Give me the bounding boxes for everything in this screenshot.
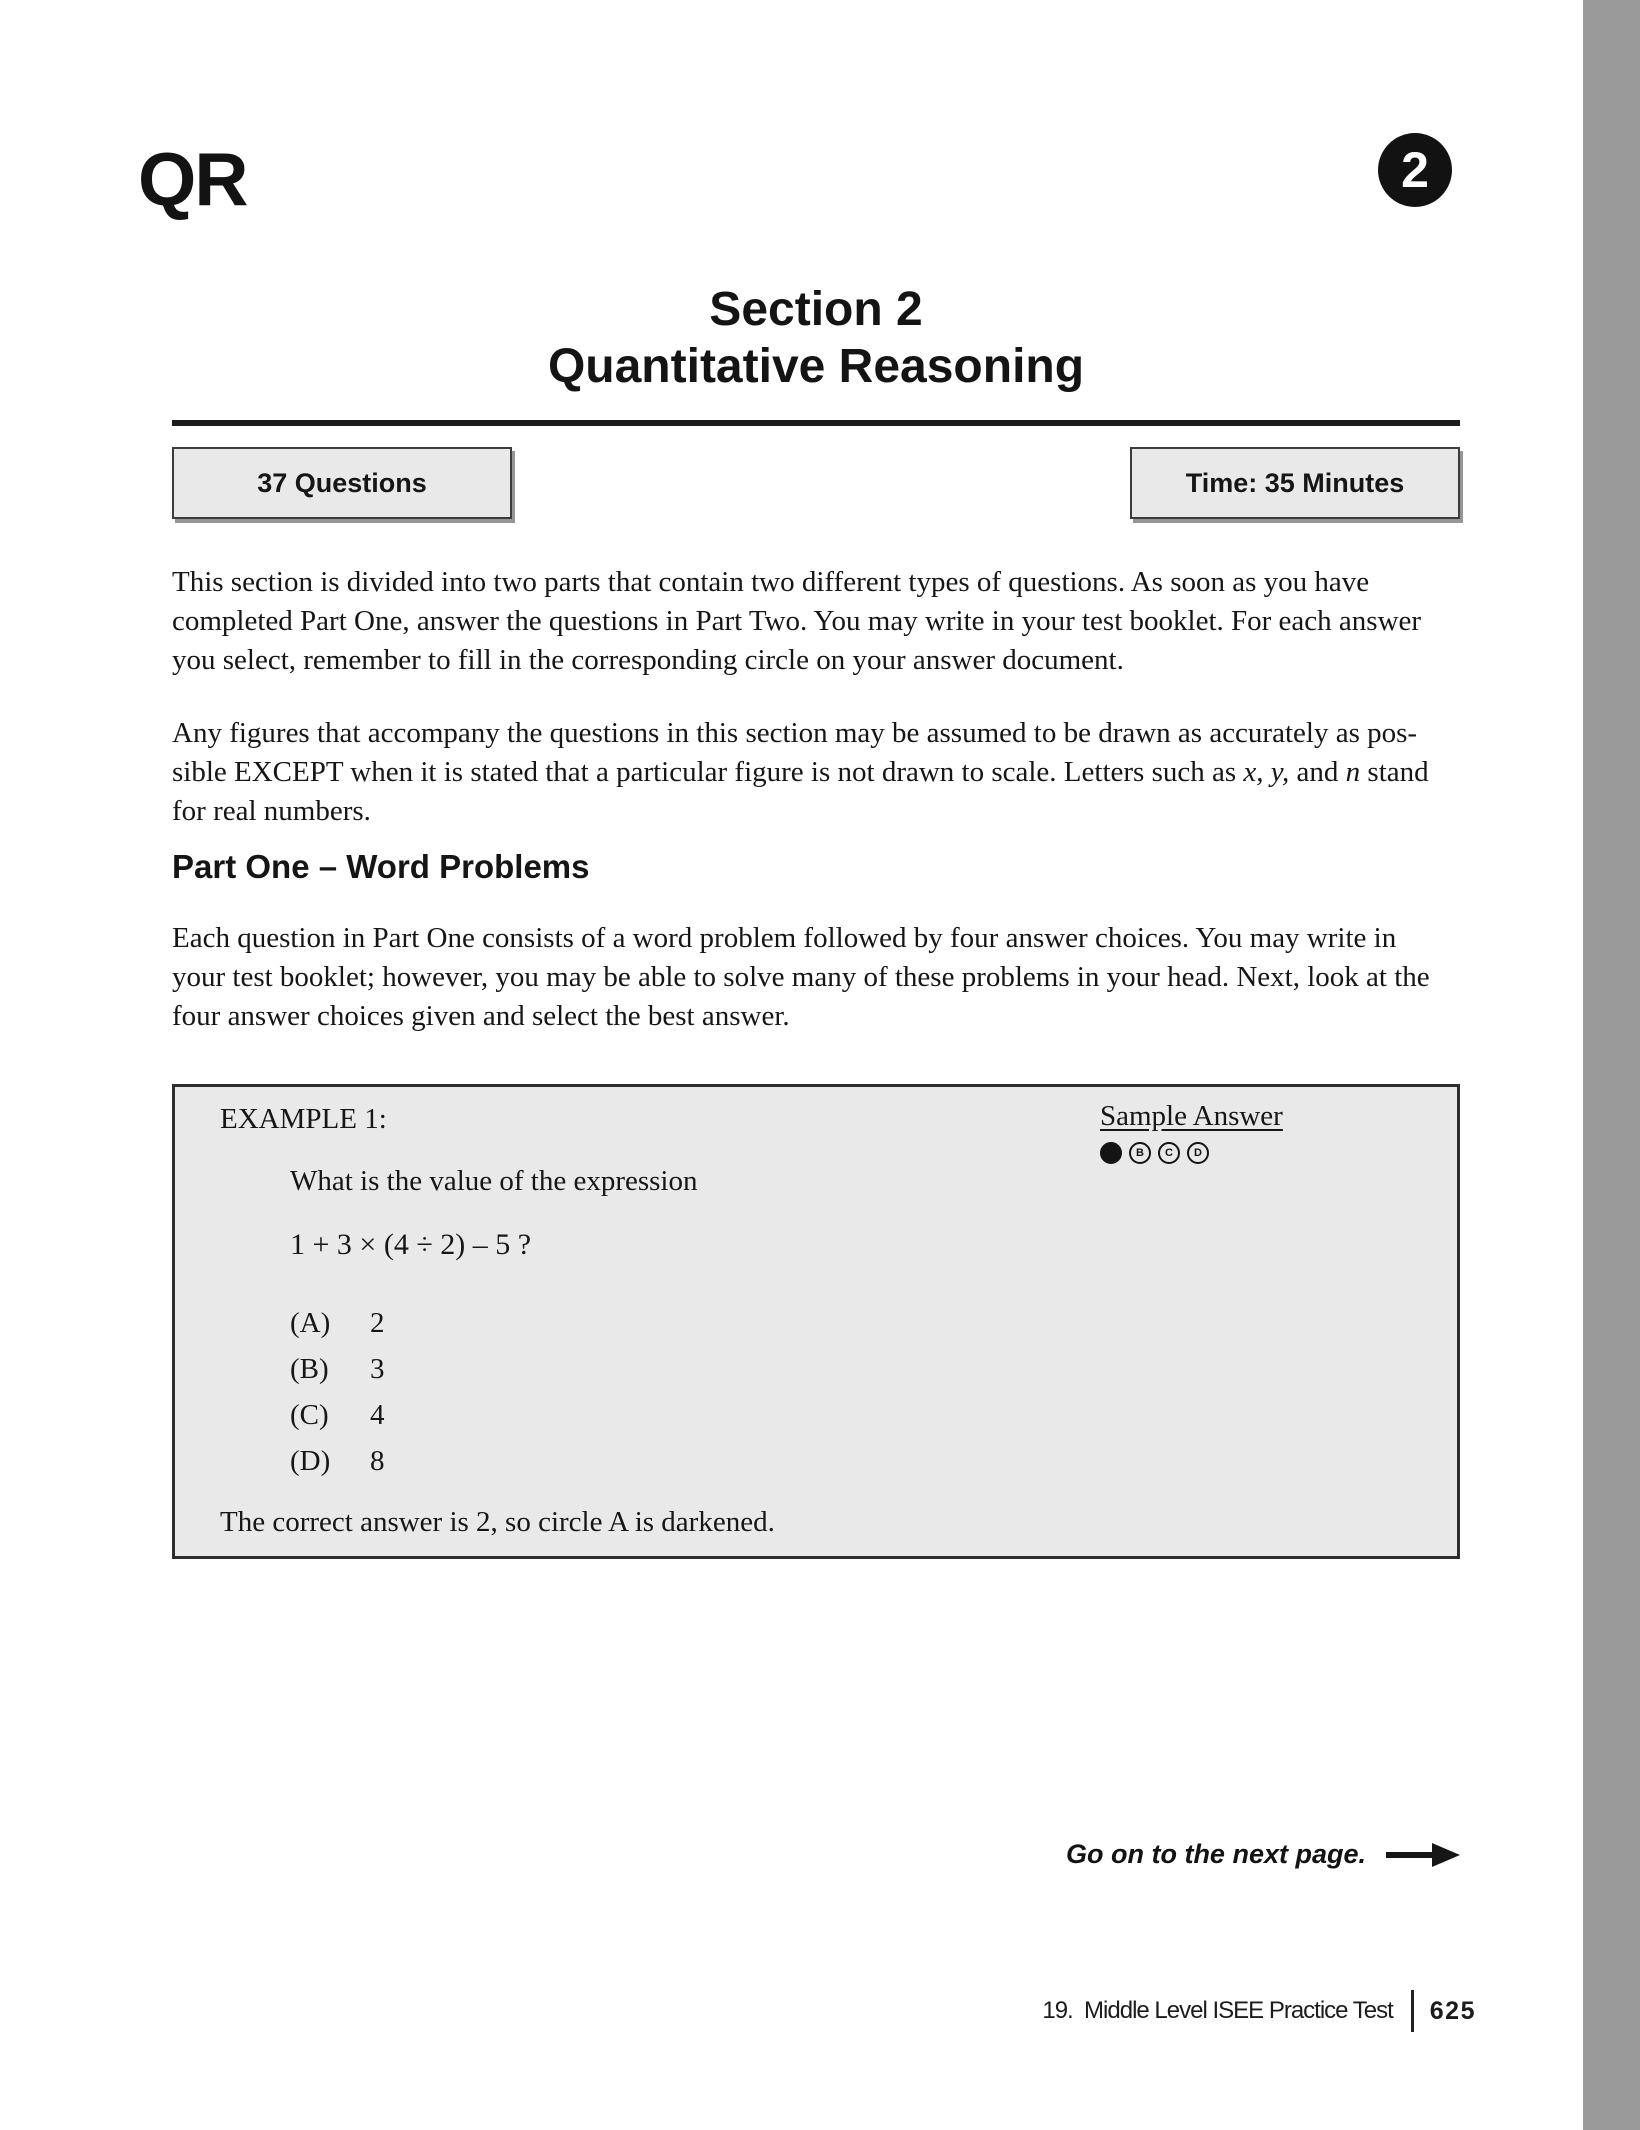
choice-a-value: 2 — [370, 1307, 385, 1339]
choice-c — [290, 1392, 1427, 1438]
example-question: What is the value of the expression — [290, 1165, 698, 1197]
choice-c-value: 4 — [370, 1399, 385, 1431]
sample-answer-block — [1100, 1099, 1283, 1164]
choice-c-letter: (C) — [290, 1399, 329, 1431]
part-one-heading: Part One – Word Problems — [172, 848, 590, 885]
choice-a — [290, 1300, 1427, 1346]
p3-line1: Each question in Part One consists of a word problem followed by four answer choices. You may write in — [172, 922, 1397, 954]
go-on-row — [172, 1839, 1460, 1870]
title-divider-rule — [172, 420, 1460, 426]
section-title — [172, 281, 1460, 395]
p1-line1: This section is divided into two parts that contain two different types of questions. As soon as you have — [172, 566, 1370, 598]
example-box — [172, 1084, 1460, 1559]
p2-line1: Any figures that accompany the questions in this section may be assumed to be drawn as accurately as pos- — [172, 717, 1418, 749]
choice-b — [290, 1346, 1427, 1392]
p2-line3: for real numbers. — [172, 795, 371, 827]
next-page-arrow-icon — [1386, 1843, 1460, 1867]
time-limit-box — [1130, 447, 1460, 519]
answer-choices — [290, 1300, 1427, 1484]
p2-line2-italic1: x, y, — [1243, 756, 1290, 788]
section-title-line2: Quantitative Reasoning — [547, 340, 1085, 393]
p2-line2 — [172, 753, 1460, 792]
instructions-paragraph-1 — [172, 563, 1460, 680]
part-one-paragraph — [172, 919, 1460, 1036]
answer-bubble-d-icon: D — [1187, 1142, 1209, 1164]
example-expression: 1 + 3 × (4 ÷ 2) – 5 ? — [290, 1228, 532, 1261]
choice-a-letter: (A) — [290, 1307, 331, 1339]
answer-bubble-a-filled-icon — [1100, 1142, 1122, 1164]
p1-line3: you select, remember to fill in the corresponding circle on your answer document. — [172, 644, 1124, 676]
section-number-badge-text: 2 — [1401, 142, 1429, 198]
sample-answer-label: Sample Answer — [1100, 1100, 1283, 1132]
choice-b-letter: (B) — [290, 1353, 329, 1385]
footer-page-number: 625 — [1429, 1996, 1476, 2025]
p2-line2-seg1: sible EXCEPT when it is stated that a particular figure is not drawn to scale. Letters such as — [172, 756, 1244, 788]
page-footer — [172, 1990, 1476, 2032]
example-label: EXAMPLE 1: — [220, 1103, 387, 1135]
choice-b-value: 3 — [370, 1353, 385, 1385]
page-content — [172, 0, 1476, 2032]
question-count-label: 37 Questions — [257, 467, 427, 498]
instructions-paragraph-2 — [172, 714, 1460, 831]
answer-bubble-c-icon: C — [1158, 1142, 1180, 1164]
p2-line2-italic2: n — [1345, 756, 1361, 788]
p3-line2: your test booklet; however, you may be able to solve many of these problems in your head. Next, look at the — [172, 961, 1430, 993]
choice-d-letter: (D) — [290, 1445, 331, 1477]
p3-line3: four answer choices given and select the best answer. — [172, 1000, 790, 1032]
question-count-box — [172, 447, 512, 519]
p1-line2: completed Part One, answer the questions in Part Two. You may write in your test booklet. For each answer — [172, 605, 1422, 637]
p2-line2-seg3: stand — [1360, 756, 1429, 788]
section-title-line1: Section 2 — [709, 283, 923, 336]
answer-bubble-b-icon: B — [1129, 1142, 1151, 1164]
choice-d-value: 8 — [370, 1445, 385, 1477]
time-limit-label: Time: 35 Minutes — [1185, 467, 1405, 498]
section-code-label: QR — [138, 137, 247, 221]
page-edge-strip — [1583, 0, 1640, 2130]
example-explanation: The correct answer is 2, so circle A is darkened. — [220, 1506, 775, 1538]
p2-line2-seg2: and — [1289, 756, 1346, 788]
footer-divider — [1411, 1990, 1414, 2032]
footer-chapter-label: 19. Middle Level ISEE Practice Test — [1042, 1997, 1393, 2024]
choice-d — [290, 1438, 1427, 1484]
go-on-label: Go on to the next page. — [1065, 1839, 1366, 1869]
sample-answer-bubbles — [1100, 1142, 1283, 1164]
info-row — [172, 447, 1460, 519]
